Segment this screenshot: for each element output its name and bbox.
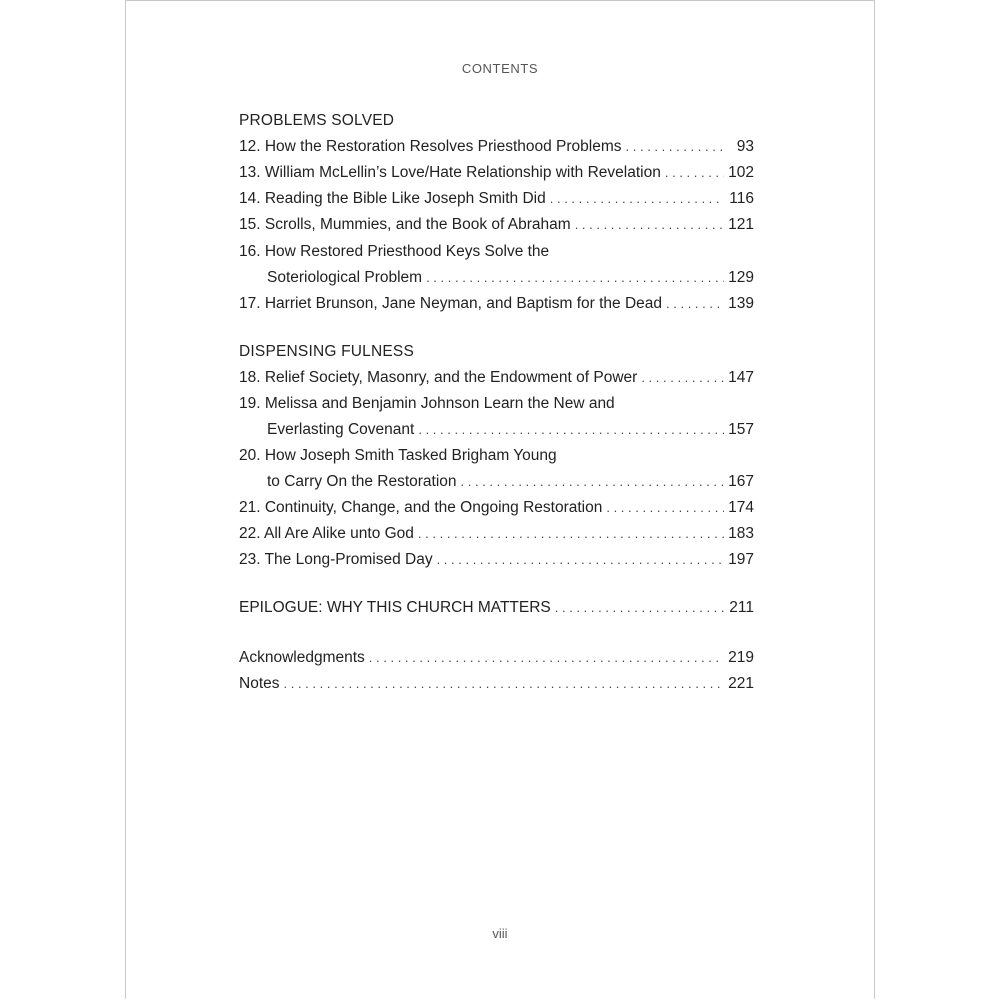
dot-leader [426,270,724,285]
toc-entry-18[interactable] [239,369,754,391]
section-title-dispensing-fulness: DISPENSING FULNESS [239,343,415,360]
toc-entry-label: 14. Reading the Bible Like Joseph Smith Did [239,190,546,207]
toc-entry-page: 139 [728,295,754,312]
toc-entry-notes[interactable] [239,675,754,697]
toc-entry-label: to Carry On the Restoration [267,473,457,490]
dot-leader [666,296,724,311]
running-head: CONTENTS [461,61,539,76]
toc-entry-page: 221 [728,675,754,692]
toc-entry-acknowledgments[interactable] [239,649,754,671]
toc-entry-label: 17. Harriet Brunson, Jane Neyman, and Baptism for the Dead [239,295,663,312]
toc-entry-page: 129 [728,269,754,286]
toc-entry-page: 121 [728,216,754,233]
dot-leader [626,139,724,154]
dot-leader [437,552,724,567]
dot-leader [606,500,724,515]
toc-entry-page: 219 [728,649,754,666]
toc-entry-page: 147 [728,369,754,386]
toc-entry-page: 102 [728,164,754,181]
dot-leader [641,370,724,385]
book-page [125,0,875,999]
dot-leader [461,474,724,489]
toc-entry-label: Everlasting Covenant [267,421,415,438]
toc-entry-label: Soteriological Problem [267,269,423,286]
toc-entry-15[interactable] [239,216,754,238]
toc-entry-label: Acknowledgments [239,649,365,666]
toc-entry-20-line1[interactable]: 20. How Joseph Smith Tasked Brigham Young [239,447,557,464]
toc-entry-17[interactable] [239,295,754,317]
toc-entry-page: 157 [728,421,754,438]
toc-entry-page: 167 [728,473,754,490]
toc-entry-label: 15. Scrolls, Mummies, and the Book of Abraham [239,216,571,233]
toc-entry-page: 174 [728,499,754,516]
dot-leader [369,650,724,665]
toc-entry-19[interactable] [239,421,754,443]
toc-entry-16[interactable] [239,269,754,291]
toc-entry-23[interactable] [239,551,754,573]
toc-entry-label: 12. How the Restoration Resolves Priesthood Problems [239,138,622,155]
toc-entry-12[interactable] [239,138,754,160]
section-title-problems-solved: PROBLEMS SOLVED [239,112,395,129]
toc-entry-label: 22. All Are Alike unto God [239,525,414,542]
toc-entry-label: 21. Continuity, Change, and the Ongoing Restoration [239,499,603,516]
toc-entry-label: Notes [239,675,280,692]
dot-leader [418,526,724,541]
dot-leader [284,676,725,691]
toc-entry-13[interactable] [239,164,754,186]
toc-entry-label: 13. William McLellin’s Love/Hate Relationship with Revelation [239,164,661,181]
toc-entry-page: 197 [728,551,754,568]
toc-entry-page: 183 [728,525,754,542]
dot-leader [665,165,724,180]
toc-entry-label: EPILOGUE: WHY THIS CHURCH MATTERS [239,599,551,616]
dot-leader [555,600,724,615]
toc-entry-label: 18. Relief Society, Masonry, and the Endowment of Power [239,369,638,386]
dot-leader [418,422,724,437]
page-number-folio: viii [492,926,508,941]
toc-entry-16-line1[interactable]: 16. How Restored Priesthood Keys Solve the [239,243,550,260]
toc-entry-label: 23. The Long-Promised Day [239,551,433,568]
toc-entry-19-line1[interactable]: 19. Melissa and Benjamin Johnson Learn the New and [239,395,615,412]
toc-entry-epilogue[interactable] [239,599,754,621]
toc-entry-page: 211 [729,599,754,616]
toc-entry-21[interactable] [239,499,754,521]
toc-entry-page: 116 [729,190,754,207]
toc-entry-page: 93 [736,138,754,155]
toc-entry-20[interactable] [239,473,754,495]
dot-leader [550,191,724,206]
toc-entry-22[interactable] [239,525,754,547]
dot-leader [575,217,724,232]
toc-entry-14[interactable] [239,190,754,212]
